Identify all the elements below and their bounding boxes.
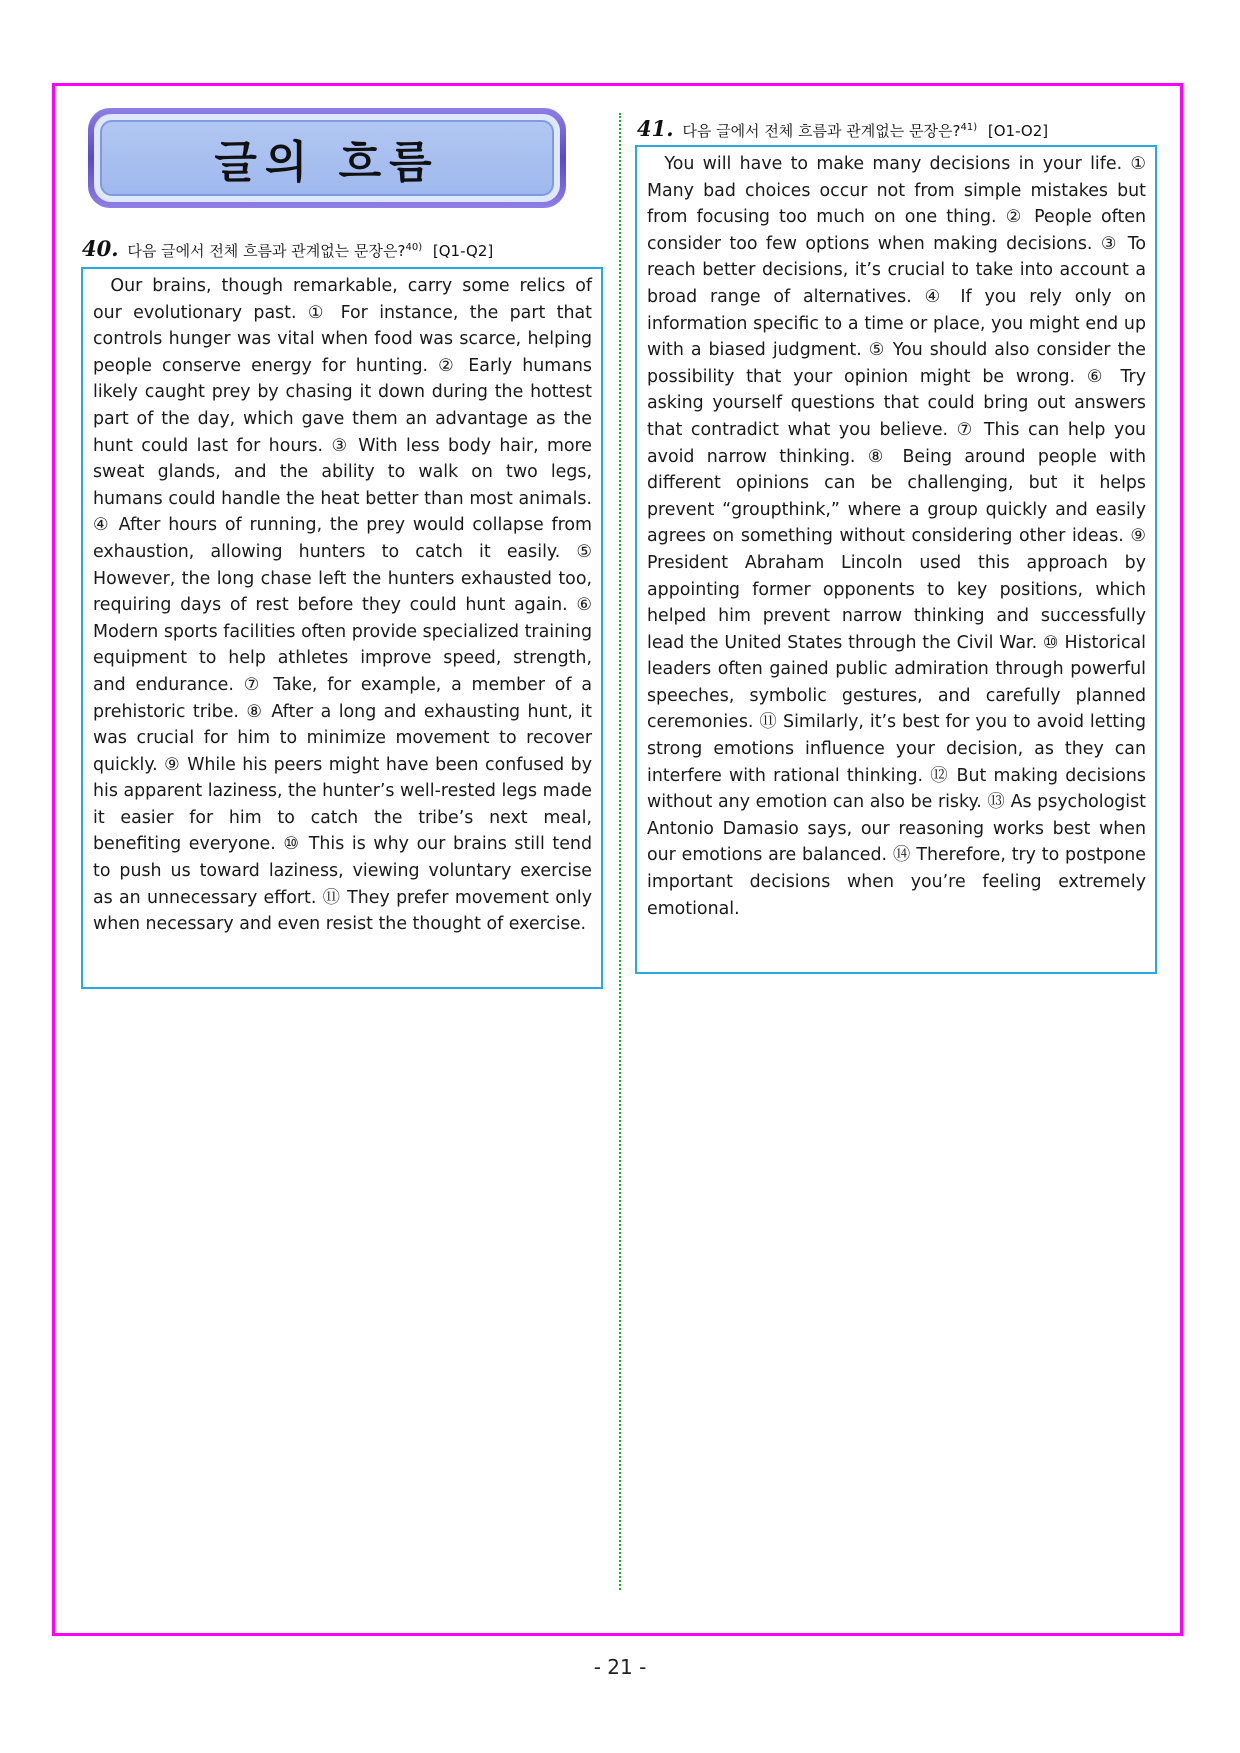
section-title: 글의 흐름 [214,137,440,188]
column-divider [619,113,621,1590]
page-number: - 21 - [593,1655,647,1679]
section-title-banner [88,108,566,208]
question-40-footnote: 40) [405,242,423,253]
question-40-range: [Q1-Q2] [432,242,494,260]
question-40-prompt: 다음 글에서 전체 흐름과 관계없는 문장은? [127,242,406,260]
section-title-banner-inner [94,114,560,202]
question-41-passage: You will have to make many decisions in your life. ① Many bad choices occur not from simple mistakes but from focusing too much on one thing. ② People often consider too few options when making decisions. ③ To reach better decisions, it’s crucial to take into account a broad range of alternatives. ④ If you rely only on information specific to a time or place, you might end up with a biased judgment. ⑤ You should also consider the possibility that your opinion might be wrong. ⑥ Try asking yourself questions that could bring out answers that contradict what you believe. ⑦ This can help you avoid narrow thinking. ⑧ Being around people with different opinions can be challenging, but it helps prevent “groupthink,” where a group quickly and easily agrees on something without considering other ideas. ⑨ President Abraham Lincoln used this approach by appointing former opponents to key positions, which helped him prevent narrow thinking and successfully lead the United States through the Civil War. ⑩ Historical leaders often gained public admiration through powerful speeches, symbolic gestures, and carefully planned ceremonies. ⑪ Similarly, it’s best for you to avoid letting strong emotions influence your decision, as they can interfere with rational thinking. ⑫ But making decisions without any emotion can also be risky. ⑬ As psychologist Antonio Damasio says, our reasoning works best when our emotions are balanced. ⑭ Therefore, try to postpone important decisions when you’re feeling extremely emotional. [647,154,1146,919]
question-40-passage: Our brains, though remarkable, carry some relics of our evolutionary past. ① For instance, the part that controls hunger was vital when food was scarce, helping people conserve energy for hunting. ② Early humans likely caught prey by chasing it down during the hottest part of the day, which gave them an advantage as the hunt could last for hours. ③ With less body hair, more sweat glands, and the ability to walk on two legs, humans could handle the heat better than most animals. ④ After hours of running, the prey would collapse from exhaustion, allowing hunters to catch it easily. ⑤ However, the long chase left the hunters exhausted too, requiring days of rest before they could hunt again. ⑥ Modern sports facilities often provide specialized training equipment to help athletes improve speed, strength, and endurance. ⑦ Take, for example, a member of a prehistoric tribe. ⑧ After a long and exhausting hunt, it was crucial for him to minimize movement to recover quickly. ⑨ While his peers might have been confused by his apparent laziness, the hunter’s well-rested legs made it easier for him to catch the tribe’s next meal, benefiting everyone. ⑩ This is why our brains still tend to push us toward laziness, viewing voluntary exercise as an unnecessary effort. ⑪ They prefer movement only when necessary and even resist the thought of exercise. [93,276,592,935]
section-title-banner-core [100,120,554,196]
question-41-passage-box [635,145,1157,974]
question-40-passage-box [81,267,603,989]
question-41-prompt: 다음 글에서 전체 흐름과 관계없는 문장은? [682,122,961,140]
question-41-header [637,116,1048,141]
question-41-range: [O1-O2] [987,122,1049,140]
question-40-number: 40. [82,236,119,261]
question-41-number: 41. [637,116,674,141]
question-40-header [82,236,493,261]
question-41-footnote: 41) [960,122,978,133]
